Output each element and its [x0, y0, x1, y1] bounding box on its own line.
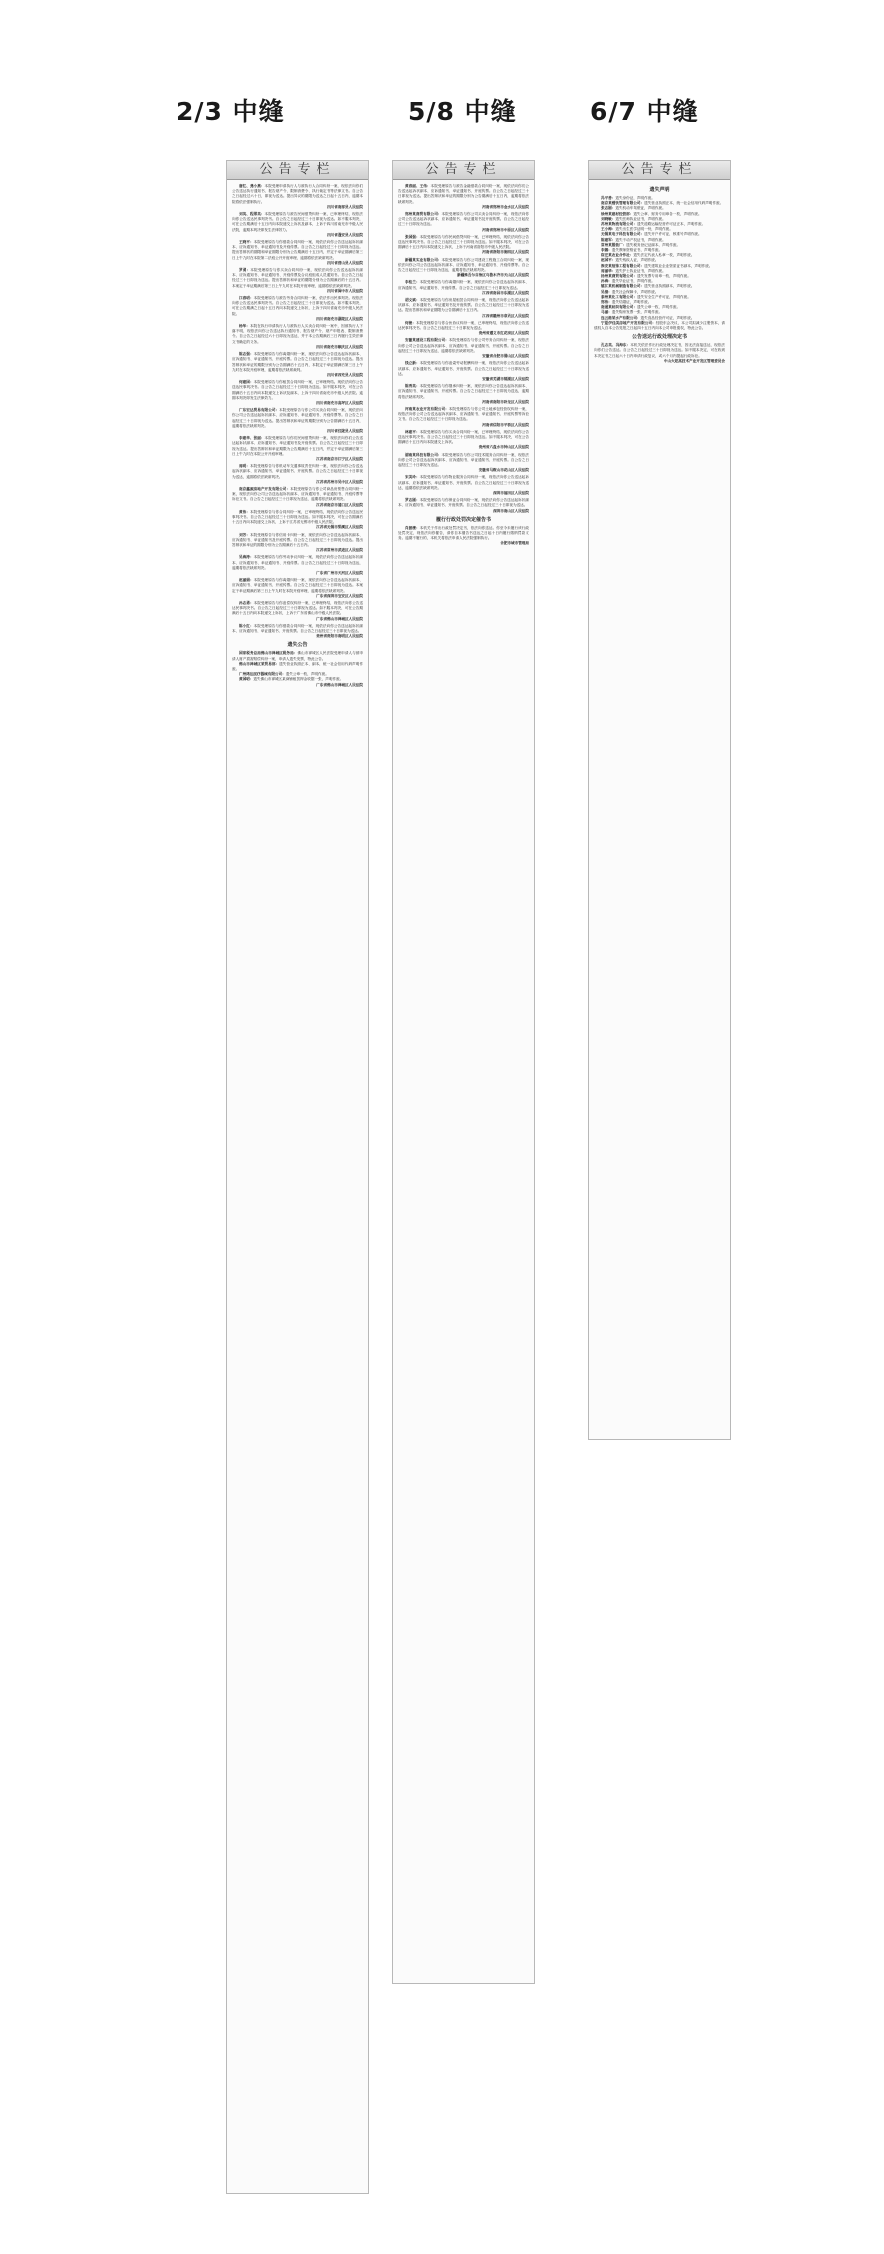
notice-party: 胡文斌： — [405, 298, 420, 303]
notice-text: 遗失税务登记证副本，声明作废。 — [626, 242, 681, 247]
notice-party: 王小梅： — [601, 227, 616, 232]
notice-text: 遗失医师执业证书，声明作废。 — [615, 216, 666, 221]
column-band-title: 公告专栏 — [393, 161, 534, 180]
section-heading: 遗失声明 — [649, 187, 670, 193]
notice-signature: 四川省南部县人民法院 — [327, 204, 363, 209]
notice-party: 宋美玲： — [405, 475, 420, 480]
notice-party: 何俊： — [405, 320, 416, 325]
notice-party: 扬州某商贸有限公司： — [601, 274, 637, 279]
notice-text: 遗失机动车驾驶证，声明作废。 — [615, 206, 666, 211]
notice-text: 本院受理原告与你买卖合同纠纷一案，现依法向你公告送达起诉状副本、应诉通知书、举证通知书、开庭传票及合议庭组成人员通知书。自公告之日起经过三十日即视为送达。提出答辩状和举证的期限分别为公告期满后的十五日内。本案定于举证期满后第三日上午九时在本院开庭审理，逾期将依法缺席判决。 — [232, 268, 364, 288]
notice-text: 遗失建筑业企业资质证书副本，声明作废。 — [644, 263, 713, 268]
notice-party: 刘英、程翠英： — [239, 212, 265, 217]
notice-text: 本院受理原告与你劳动争议纠纷一案，现依法向你公告送达起诉状副本、应诉通知书、举证通知书、开庭传票。自公告之日起经过三十日即视为送达，逾期将依法缺席判决。 — [232, 555, 364, 570]
notice-party: 徐州某建材经营部： — [601, 211, 634, 216]
column-body — [589, 180, 730, 370]
notice-paragraph — [398, 475, 529, 491]
notice-paragraph — [398, 430, 529, 446]
section-heading: 公告送达行政处理决定书 — [631, 334, 687, 341]
notice-paragraph — [232, 533, 363, 549]
notice-paragraph — [232, 240, 363, 261]
notice-signature: 江西省南昌市东湖区人民法院 — [482, 290, 529, 295]
notice-party: 佛山市禅城区某贸易部： — [239, 661, 280, 666]
notice-party: 孔志英、冯海东： — [601, 343, 631, 348]
notice-paragraph — [232, 510, 363, 526]
notice-signature: 四川省营山县人民法院 — [327, 260, 363, 265]
notice-text: 本院受理原告与你离婚纠纷一案，现依法向你公告送达起诉状副本、应诉通知书、举证通知书、开庭传票。自公告之日起经过三十日即视为送达。 — [398, 280, 530, 290]
notice-signature: 四川省阆中市人民法院 — [327, 288, 363, 293]
notice-signature: 四川省西充县人民法院 — [327, 372, 363, 377]
notice-text: 遗失护士执业证书，声明作废。 — [615, 268, 666, 273]
notice-paragraph — [398, 407, 529, 423]
notice-paragraph — [398, 338, 529, 354]
notice-paragraph — [398, 280, 529, 290]
notice-text: 遗失社会保障卡，声明作废。 — [611, 289, 659, 294]
notice-party: 赵国平： — [601, 258, 616, 263]
notice-party: 淮安某装饰工程有限公司： — [601, 263, 645, 268]
notice-party: 南通某纺织有限公司： — [601, 305, 637, 310]
notice-paragraph — [232, 408, 363, 429]
notice-party: 广州鸿达医疗器械有限公司： — [239, 672, 286, 677]
notice-signature: 安徽省芜湖市镜湖区人民法院 — [482, 376, 529, 381]
notice-paragraph — [398, 184, 529, 205]
notice-party: 无锡某电子科技有限公司： — [601, 232, 645, 237]
notice-column-3 — [588, 160, 731, 1440]
notice-paragraph — [398, 453, 529, 469]
notice-text: 本院受理原告与被告金融借款合同纠纷一案，现依法向你们公告送达起诉状副本、应诉通知书、举证通知书、开庭传票。自公告之日起经过三十日即视为送达。提出答辩状和举证的期限分别为公告期满后十五日内，逾期将依法缺席判决。 — [398, 184, 530, 204]
column-band-title: 公告专栏 — [589, 161, 730, 180]
notice-text: 遗失开户许可证，核准号声明作废。 — [644, 232, 702, 237]
notice-signature: 贵州省遵义市红花岗区人民法院 — [478, 331, 529, 336]
notice-party: 唐红、龚小燕： — [239, 184, 265, 188]
notice-party: 黄春丽、王伟： — [405, 184, 431, 188]
notice-signature: 四川省南充市顺庆区人民法院 — [316, 344, 363, 349]
notice-paragraph — [232, 624, 363, 634]
notice-party: 郑伟： — [601, 300, 612, 305]
notice-party: 何建国： — [239, 380, 254, 385]
notice-party: 孙海： — [601, 279, 612, 284]
notice-signature: 河南省郑州市中原区人民法院 — [482, 227, 529, 232]
notice-party: 钱立新： — [405, 361, 420, 366]
notice-signature: 江苏省常州市武进区人民法院 — [316, 548, 363, 553]
notice-paragraph — [232, 578, 363, 594]
notice-party: 肖振楼： — [405, 525, 420, 530]
notice-paragraph — [398, 235, 529, 251]
notice-signature: 中山火炬高技术产业开发区管理委员会 — [663, 358, 725, 363]
notice-text: 本院受理原告与你机动车交通事故责任纠纷一案，现依法向你公告送达起诉状副本、应诉通知书、举证通知书、开庭传票。自公告之日起经过三十日即视为送达，逾期将依法缺席判决。 — [232, 464, 364, 479]
column-heading-3: 6/7 中缝 — [590, 97, 699, 126]
notice-paragraph — [232, 352, 363, 373]
notice-text: 遗失残疾人证，声明作废。 — [615, 258, 659, 263]
notice-signature: 河南省郑州市金水区人民法院 — [482, 204, 529, 209]
notice-signature: 河南省南阳市卧龙区人民法院 — [482, 399, 529, 404]
notice-paragraph — [232, 296, 363, 317]
notice-signature: 贵州省贵阳市南明区人民法院 — [316, 634, 363, 639]
notice-signature: 江西省赣州市章贡区人民法院 — [482, 313, 529, 318]
notice-party: 常州某服装厂： — [601, 242, 627, 247]
notice-signature: 江苏省无锡市梁溪区人民法院 — [316, 525, 363, 530]
column-body — [227, 180, 368, 694]
notice-text: 本院受理原告与你公司劳务合同纠纷一案，现依法向你公司公告送达起诉状副本、应诉通知书、举证通知书、开庭传票。自公告之日起经过三十日即视为送达，逾期将依法缺席判决。 — [398, 338, 530, 353]
notice-signature: 广东省深圳市宝安区人民法院 — [316, 593, 363, 598]
notice-text: 经股东会决议，本公司拟减少注册资本，请债权人自本公告见报之日起四十五日内向本公司申报债权，特此公告。 — [594, 320, 726, 331]
notice-text: 本院受理申请执行人与被执行人合同纠纷一案，现依法向你们公告送达执行通知书、报告财产令、限制消费令、执行裁定书等法律文书。自公告之日起经过六十日，即视为送达。提出异议的期限为送达之日起十五日内，逾期本院将依法强制执行。 — [232, 184, 364, 204]
notice-paragraph — [398, 384, 529, 400]
notice-text: 本院受理原告与你公司买卖合同纠纷一案，现依法向你公司公告送达起诉状副本、应诉通知书、举证通知书、开庭传票等。自公告之日起经过三十日即视为送达。提出答辩状和举证的期限分别为公告期满后十五日内，逾期将依法缺席判决。 — [232, 408, 364, 428]
notice-text: 本院受理原告与你公司建设工程施工合同纠纷一案，现依法向你公司公告送达起诉状副本、应诉通知书、举证通知书、开庭传票等。自公告之日起经过三十日即视为送达，逾期将依法缺席判决。 — [398, 257, 530, 273]
notice-party: 周丽华： — [601, 268, 616, 273]
notice-text: 遗失营业执照正本，统一社会信用代码声明作废。 — [644, 201, 724, 206]
notice-text: 本院受理原告与你物业服务合同纠纷一案，现依法向你公告送达起诉状副本、应诉通知书、举证通知书、开庭传票。自公告之日起经过三十日即视为送达，逾期将依法缺席判决。 — [398, 475, 530, 490]
notice-text: 遗失佛山市禅城区某商铺租赁押金收据一张，声明作废。 — [253, 677, 344, 682]
notice-text: 本院受理原告与你借款合同纠纷一案，现依法向你公告送达起诉状副本、应诉通知书、举证通知书及开庭传票。自公告之日起经过三十日即视为送达。提出答辩状的期限和举证期限分别为公告期满后十五日内，并定于举证期满后第三日上午九时在本院第二法庭公开开庭审理，逾期将依法缺席判决。 — [232, 240, 364, 260]
notice-party: 宁夏伊佳美房地产开发有限公司： — [601, 320, 656, 325]
notice-party: 李桂兰： — [405, 280, 420, 285]
notice-text: 本院受理原告与你们民间借贷纠纷一案，现依法向你们公告送达起诉状副本、应诉通知书、举证通知书及开庭传票。自公告之日起经过三十日即视为送达。提出答辩状和举证期限为公告期满后十五日内，并定于举证期满后第三日上午九时在本院公开开庭审理。 — [232, 436, 364, 456]
notice-party: 赵丽娟： — [239, 578, 254, 583]
notice-text: 遗失购房发票一张，声明作废。 — [611, 310, 663, 315]
notice-text: 本院受理原告与你保证合同纠纷一案，现依法向你公告送达起诉状副本、应诉通知书、举证通知书、开庭传票。自公告之日起经过三十日即视为送达。 — [398, 498, 530, 508]
notice-party: 湖南某科技有限公司： — [405, 452, 442, 457]
notice-text: 本院受理原告与你合伙协议纠纷一案，已审理终结，现依法向你公告送达民事判决书。自公告之日起经过三十日即视为送达。 — [398, 320, 530, 331]
column-body — [393, 180, 534, 553]
notice-party: 吴海涛： — [239, 555, 254, 560]
notice-party: 李娜： — [601, 248, 612, 253]
column-heading-2: 5/8 中缝 — [408, 97, 517, 126]
notice-party: 新疆某实业有限公司： — [405, 257, 442, 262]
notice-party: 王晓平： — [239, 240, 254, 245]
notice-party: 杨华： — [239, 324, 250, 329]
notice-party: 刘芳： — [239, 532, 250, 537]
notice-paragraph — [232, 555, 363, 571]
notice-text: 本院受理原告与你公司技术服务合同纠纷一案，现依法向你公司公告送达起诉状副本、应诉通知书、举证通知书、开庭传票。自公告之日起经过三十日即视为送达。 — [398, 452, 530, 467]
notice-signature: 合肥市城市管理局 — [500, 541, 529, 546]
section-heading: 遗失公告 — [287, 642, 308, 649]
notice-text: 本院受理原告与被告民间借贷纠纷一案，已审理终结，现依法向你公告送达民事判决书。自公告之日起经过三十日即视为送达。如不服本判决，可在公告期满后十五日内向本院递交上诉状及副本，上诉于四川省南充市中级人民法院，逾期本判决即发生法律效力。 — [232, 212, 364, 232]
notice-signature: 四川省南充市高坪区人民法院 — [316, 400, 363, 405]
notice-text: 本院受理原告与你离婚纠纷一案，现依法向你公告送达起诉状副本、应诉通知书、举证通知书、开庭传票。自公告之日起经过三十日即视为送达。提出答辩状和举证的期限分别为公告期满后十五日内，本院定于举证期满后第三日上午九时在本院开庭审理，逾期将依法缺席裁判。 — [232, 352, 364, 372]
notice-text: 遗失公章、财务专用章各一枚，声明作废。 — [633, 211, 702, 216]
notice-signature: 江苏省南京市浦口区人民法院 — [316, 502, 363, 507]
notice-party: 连云港某水产有限公司： — [601, 315, 641, 320]
notice-text: 遗失毕业证书，声明作废。 — [611, 279, 655, 284]
notice-text: 遗失教师资格证书，声明作废。 — [611, 248, 663, 253]
notice-signature: 深圳市南山区人民法院 — [493, 508, 529, 513]
notice-column-2 — [392, 160, 535, 1984]
notice-text: 本院受理原告与你追索劳动报酬纠纷一案，现依法向你公告送达起诉状副本、应诉通知书、举证通知书、开庭传票。自公告之日起经过三十日即视为送达。 — [398, 361, 530, 376]
notice-party: 罗勇： — [239, 268, 251, 273]
notice-text: 遗失不动产权证书，声明作废。 — [615, 237, 666, 242]
notice-signature: 广东省广州市天河区人民法院 — [316, 571, 363, 576]
notice-text: 遗失食品经营许可证，声明作废。 — [640, 315, 695, 320]
notice-text: 本院受理原告与你房屋租赁合同纠纷一案，现依法向你公告送达起诉状副本、应诉通知书、举证通知书及开庭传票。自公告之日起经过三十日即视为送达。提出答辩状和举证期限为公告期满后十五日内。 — [398, 298, 530, 313]
notice-text: 遗失法定代表人私章一枚，声明作废。 — [633, 253, 695, 258]
notice-signature: 四川省蓬安县人民法院 — [327, 232, 363, 237]
notice-paragraph — [232, 651, 363, 661]
notice-paragraph — [232, 464, 363, 480]
notice-party: 陈秀英： — [405, 384, 420, 389]
notice-paragraph — [232, 662, 363, 672]
notice-party: 陈志强： — [239, 352, 254, 357]
notice-text: 本院受理原告与你信用卡纠纷一案，现依法向你公告送达起诉状副本、应诉通知书、举证通知书及开庭传票。自公告之日起经过三十日即视为送达。提出答辩状和举证的期限分别为公告期满后十五日内。 — [232, 532, 364, 547]
notice-party: 黄国明： — [239, 677, 254, 682]
notice-text: 遗失道路运输经营许可证正本，声明作废。 — [636, 222, 706, 227]
notice-text: 本院受理原告与你民间借贷纠纷一案，已审理终结，现依法向你公告送达民事判决书。自公告之日起经过三十日即视为送达。如不服本判决，可在公告期满后十五日内向本院递交上诉状，上诉于河南省洛阳市中级人民法院。 — [398, 234, 530, 250]
notice-signature: 贵州省六盘水市钟山区人民法院 — [478, 445, 529, 450]
section-heading: 履行行政处罚决定催告书 — [435, 516, 491, 523]
notice-party: 周明： — [239, 464, 250, 469]
notice-signature: 广东省佛山市禅城区人民法院 — [316, 616, 363, 621]
notice-text: 本院受理原告与你公司土地承包经营权纠纷一案，现依法向你公司公告送达起诉状副本、应诉通知书、举证通知书、开庭传票等诉讼文书。自公告之日起经过三十日即视为送达。 — [398, 406, 530, 422]
notice-paragraph — [232, 601, 363, 617]
notice-text: 遗失营业执照副本，声明作废。 — [644, 284, 695, 289]
notice-party: 吴倩： — [601, 289, 612, 294]
notice-text: 本院受理原告与你租赁合同纠纷一案，已审理终结。现依法向你公告送达民事判决书。自公告之日起经过三十日即视为送达。如不服本判决，可在公告期满后十五日内向本院递交上诉状及副本，上诉于四川省南充市中级人民法院。逾期本判决即发生法律效力。 — [232, 380, 364, 400]
notice-paragraph — [398, 298, 529, 314]
notice-column-1 — [226, 160, 369, 2194]
notice-party: 河南某农业开发有限公司： — [405, 406, 449, 411]
notice-party: 陈小红： — [239, 623, 254, 628]
notice-signature: 安徽省马鞍山市花山区人民法院 — [478, 468, 529, 473]
notice-text: 本机关依法作出行政处理决定书，因无法直接送达，现依法向你们公告送达。自公告之日起经过三十日即视为送达。如不服本决定，可在收到本决定书之日起六十日内申请行政复议，或六个月内提起行政诉讼。 — [594, 343, 726, 358]
notice-signature: 河南省洛阳市涧西区人民法院 — [482, 250, 529, 255]
notice-signature: 深圳市福田区人民法院 — [493, 490, 529, 495]
notice-party: 马丽： — [601, 310, 612, 315]
notice-party: 张志刚： — [601, 206, 616, 211]
notice-party: 张国强： — [405, 234, 420, 239]
notice-text: 本院受理原告与你离婚纠纷一案，现依法向你公告送达起诉状副本、应诉通知书、举证通知书、开庭传票。自公告之日起经过三十日即视为送达。本案定于举证期满后第三日上午九时在本院开庭审理，逾期将依法缺席判决。 — [232, 578, 364, 593]
notice-party: 南京某餐饮管理有限公司： — [601, 201, 645, 206]
notice-paragraph — [398, 498, 529, 508]
notice-paragraph — [232, 380, 363, 401]
notice-party: 安徽某建设工程有限公司： — [405, 338, 449, 343]
notice-party: 江春明： — [239, 296, 254, 301]
notice-paragraph — [232, 487, 363, 503]
notice-party: 南京鑫源房地产开发有限公司： — [239, 486, 291, 491]
notice-text: 本院受理原告与你借款合同纠纷一案，现依法向你公告送达起诉状副本、应诉通知书、举证通知书、开庭传票。自公告之日起经过三十日即视为送达。 — [232, 623, 364, 634]
notice-text: 遗失出生医学证明一份，声明作废。 — [615, 227, 673, 232]
column-heading-1: 2/3 中缝 — [176, 97, 285, 126]
notice-text: 佛山市禅城区人民法院受理申请人与被申请人财产损害赔偿纠纷一案，申请人遗失发票，特此公告。 — [232, 651, 364, 661]
notice-signature: 江苏省苏州市吴中区人民法院 — [316, 479, 363, 484]
notice-party: 孙志勇： — [239, 601, 254, 606]
notice-party: 泰州某化工有限公司： — [601, 294, 637, 299]
notice-signature: 新疆维吾尔自治区乌鲁木齐市天山区人民法院 — [457, 273, 529, 278]
notice-text: 本院受理原告与你买卖合同纠纷一案，已审理终结，现依法向你公告送达民事判决书。自公告之日起经过三十日即视为送达。如不服本判决，可在公告期满后十五日内向本院递交上诉状。 — [398, 429, 530, 445]
notice-text: 本院受理原告与你公司买卖合同纠纷一案，现依法向你公司公告送达起诉状副本、应诉通知书、举证通知书及开庭传票。自公告之日起经过三十日即视为送达。 — [398, 212, 530, 227]
notice-text: 本院受理原告与你合同纠纷一案，已审理终结，现依法向你公告送达民事判决书。自公告之日起经过三十日即视为送达。如不服本判决，可在公告期满后十五日内向本院递交上诉状，上诉于江苏省无锡市中级人民法院。 — [232, 509, 364, 525]
notice-party: 苏州某物流有限公司： — [601, 222, 637, 227]
notice-party: 冯平善： — [601, 196, 616, 200]
notice-signature: 河南省信阳市平桥区人民法院 — [482, 422, 529, 427]
notice-text: 遗失结婚证，声明作废。 — [611, 300, 652, 305]
notice-text: 本院在执行申请执行人与被执行人买卖合同纠纷一案中，因被执行人下落不明，现依法向你公告送达执行通知书、报告财产令、财产申报表、限制消费令。自公告之日起经过六十日即视为送达，并于本公告期满后三日内履行生效法律文书确定的义务。 — [232, 324, 364, 344]
notice-paragraph — [398, 258, 529, 274]
notice-paragraph — [398, 361, 529, 377]
notice-signature: 四川省南充市嘉陵区人民法院 — [316, 316, 363, 321]
notice-text: 遗失安全生产许可证，声明作废。 — [636, 294, 691, 299]
notice-party: 宿迁某农业合作社： — [601, 253, 634, 258]
column-band-title: 公告专栏 — [227, 161, 368, 180]
notice-signature: 安徽省合肥市蜀山区人民法院 — [482, 354, 529, 359]
notice-party: 广东宏达贸易有限公司： — [239, 408, 280, 413]
notice-text: 本院受理原告与被告劳务合同纠纷一案，依法作出民事判决。现依法向你公告送达民事判决书。自公告之日起经过三十日即视为送达。如不服本判决，可在公告期满之日起十五日内向本院递交上诉状，上诉于四川省南充市中级人民法院。 — [232, 296, 364, 316]
notice-party: 林建平： — [405, 429, 420, 434]
notice-signature: 四川省仪陇县人民法院 — [327, 428, 363, 433]
notice-party: 李建华、张丽： — [239, 436, 265, 441]
notice-paragraph — [398, 321, 529, 331]
notice-signature: 广东省佛山市禅城区人民法院 — [316, 682, 363, 687]
notice-paragraph — [232, 212, 363, 233]
notice-party: 郑州某商贸有限公司： — [405, 212, 442, 217]
notice-text: 本机关于作出行政处罚决定书，依法向你送达。你至今未履行该行政处罚决定，现依法向你催告，请你自本催告书送达之日起十日内履行缴纳罚款义务。逾期不履行的，本机关将依法申请人民法院强制执行。 — [398, 525, 530, 541]
notice-paragraph — [232, 324, 363, 345]
notice-party: 罗志刚： — [405, 498, 420, 503]
notice-party: 陈建军： — [601, 237, 616, 242]
notice-paragraph — [594, 343, 725, 359]
notice-text: 本院受理原告与你公司商品房预售合同纠纷一案，现依法向你公司公告送达起诉状副本、应诉通知书、举证通知书、开庭传票等诉讼文书。自公告之日起经过三十日即视为送达，逾期将依法缺席判决。 — [232, 486, 364, 502]
notice-text: 遗失营业执照正本、副本，统一社会信用代码声明作废。 — [232, 661, 364, 672]
notice-paragraph — [398, 526, 529, 542]
notice-text: 遗失公章一枚，声明作废。 — [285, 672, 329, 677]
notice-signature: 江苏省南京市江宁区人民法院 — [316, 456, 363, 461]
notice-party: 黄伟： — [239, 509, 250, 514]
notice-text: 遗失公章一枚，声明作废。 — [636, 305, 681, 310]
notice-text: 遗失发票专用章一枚，声明作废。 — [636, 274, 691, 279]
notice-party: 刘晓敏： — [601, 216, 616, 221]
notice-paragraph — [398, 212, 529, 228]
notice-text: 遗失身份证，声明作废。 — [615, 196, 655, 200]
notice-paragraph — [232, 268, 363, 289]
notice-text: 本院受理原告与你继承纠纷一案，现依法向你公告送达起诉状副本、应诉通知书、举证通知书、开庭传票。自公告之日起经过三十日即视为送达，逾期将依法缺席判决。 — [398, 384, 530, 399]
notice-text: 本院受理原告与你追偿权纠纷一案，已审理终结，现依法向你公告送达民事判决书。自公告之日起经过三十日即视为送达。如不服本判决，可在公告期满后十五日内向本院递交上诉状，上诉于广东省佛山市中级人民法院。 — [232, 601, 364, 616]
notice-party: 镇江某机械制造有限公司： — [601, 284, 645, 289]
notice-paragraph — [232, 436, 363, 457]
notice-party: 国家税务总局佛山市禅城区税务局： — [239, 651, 298, 656]
notice-paragraph — [594, 321, 725, 331]
notice-paragraph — [232, 184, 363, 205]
